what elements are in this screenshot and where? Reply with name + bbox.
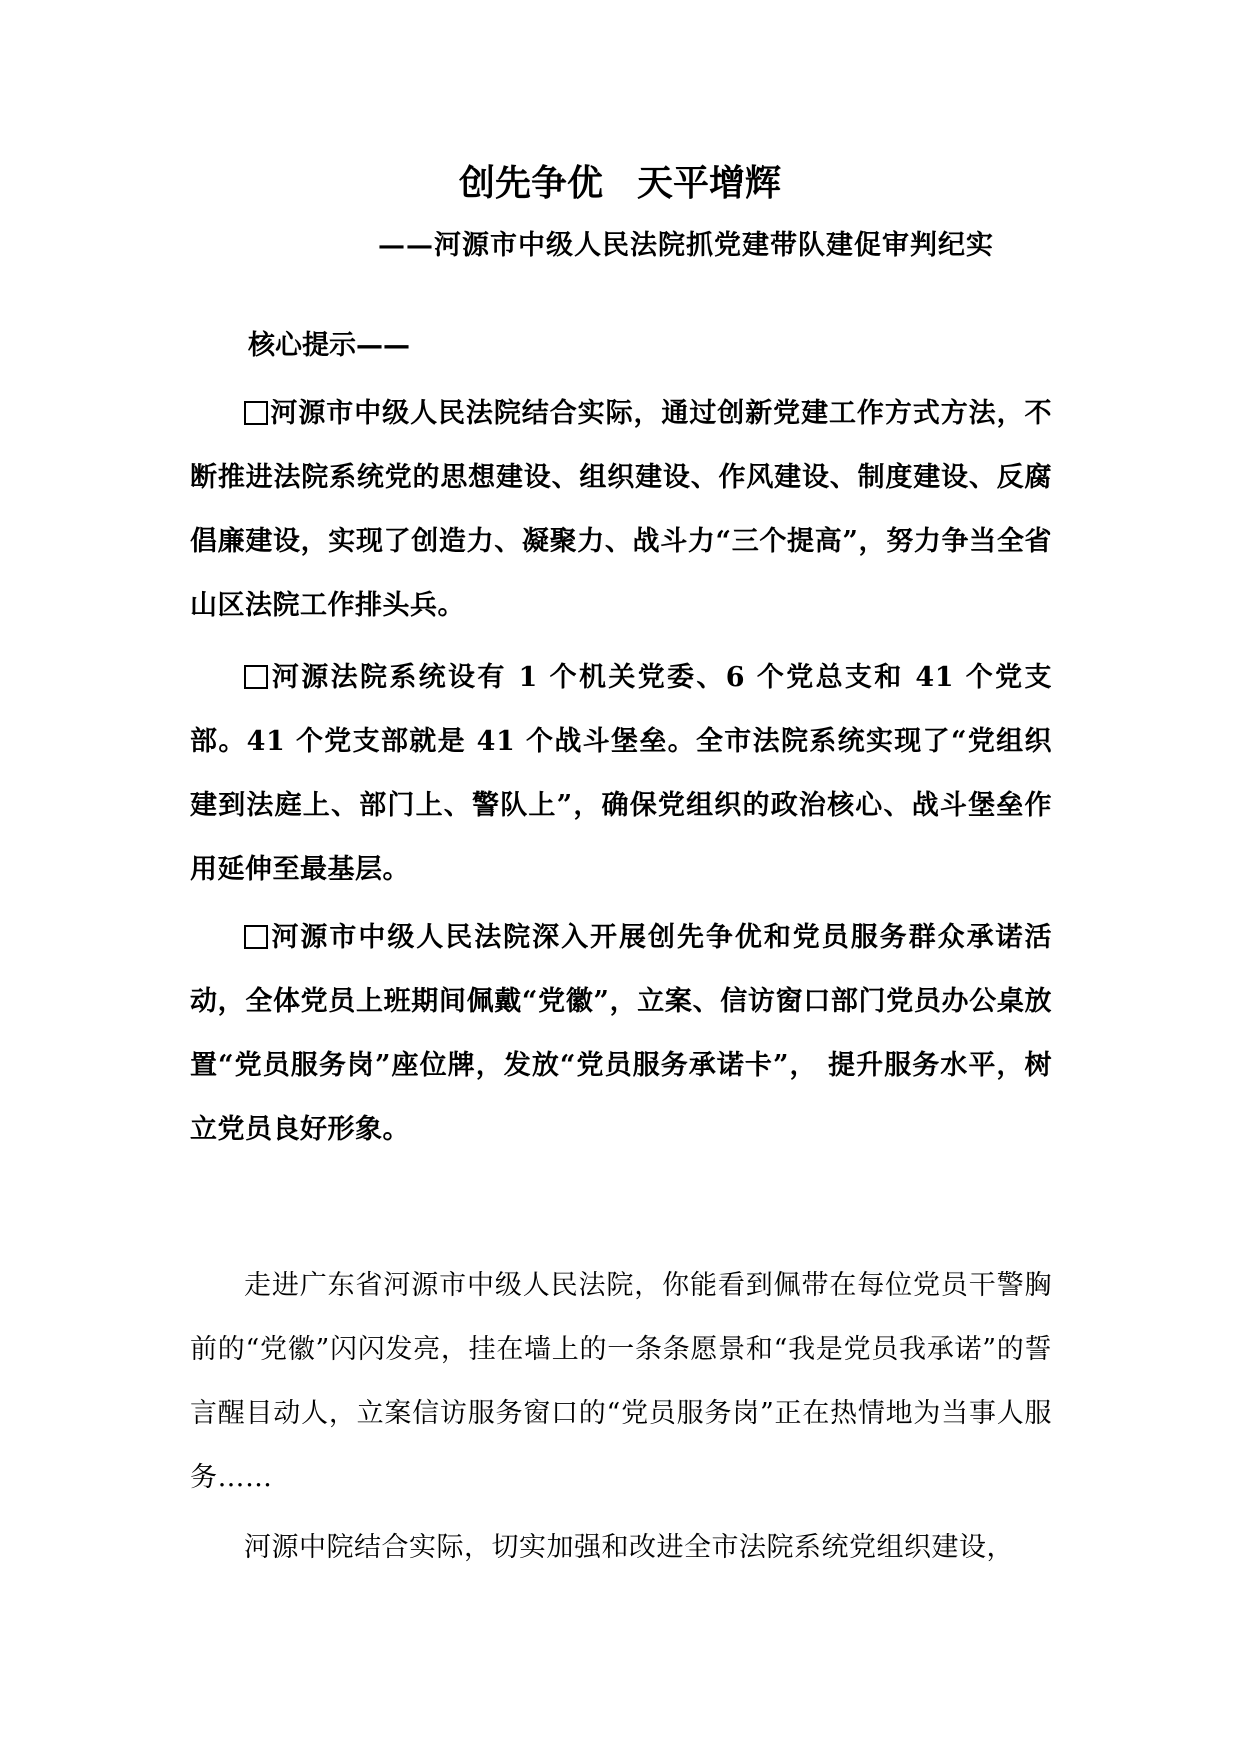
checkbox-square-icon: [244, 401, 268, 425]
summary-highlight: [190, 906, 1052, 1162]
page-subtitle: ——河源市中级人民法院抓党建带队建促审判纪实: [378, 230, 994, 261]
summary-highlight: [190, 382, 1052, 638]
title-part-2: 天平增辉: [637, 163, 782, 204]
title-part-1: 创先争优: [458, 163, 603, 204]
body-paragraph: 走进广东省河源市中级人民法院，你能看到佩带在每位党员干警胸前的“党徽”闪闪发亮，挂在墙上的一条条愿景和“我是党员我承诺”的誓言醒目动人，立案信访服务窗口的“党员服务岗”正在热情地为当事人服务……: [190, 1270, 1052, 1493]
summary-highlight: [190, 646, 1052, 902]
body-paragraph: 河源中院结合实际，切实加强和改进全市法院系统党组织建设，: [244, 1532, 1014, 1563]
checkbox-square-icon: [244, 665, 268, 689]
summary-highlight-text: 河源法院系统设有 1 个机关党委、6 个党总支和 41 个党支部。41 个党支部就是 41 个战斗堡垒。全市法院系统实现了“党组织建到法庭上、部门上、警队上”，确保党组织的政治核心、战斗堡垒作用延伸至最基层。: [190, 662, 1052, 885]
page-title: [0, 162, 1240, 206]
summary-highlight-text: 河源市中级人民法院深入开展创先争优和党员服务群众承诺活动，全体党员上班期间佩戴“党徽”，立案、信访窗口部门党员办公桌放置“党员服务岗”座位牌，发放“党员服务承诺卡”， 提升服务水平，树立党员良好形象。: [190, 922, 1052, 1145]
summary-heading: 核心提示——: [248, 330, 410, 361]
checkbox-square-icon: [244, 925, 268, 949]
summary-highlight-text: 河源市中级人民法院结合实际，通过创新党建工作方式方法，不断推进法院系统党的思想建设、组织建设、作风建设、制度建设、反腐倡廉建设，实现了创造力、凝聚力、战斗力“三个提高”，努力争当全省山区法院工作排头兵。: [190, 398, 1052, 621]
